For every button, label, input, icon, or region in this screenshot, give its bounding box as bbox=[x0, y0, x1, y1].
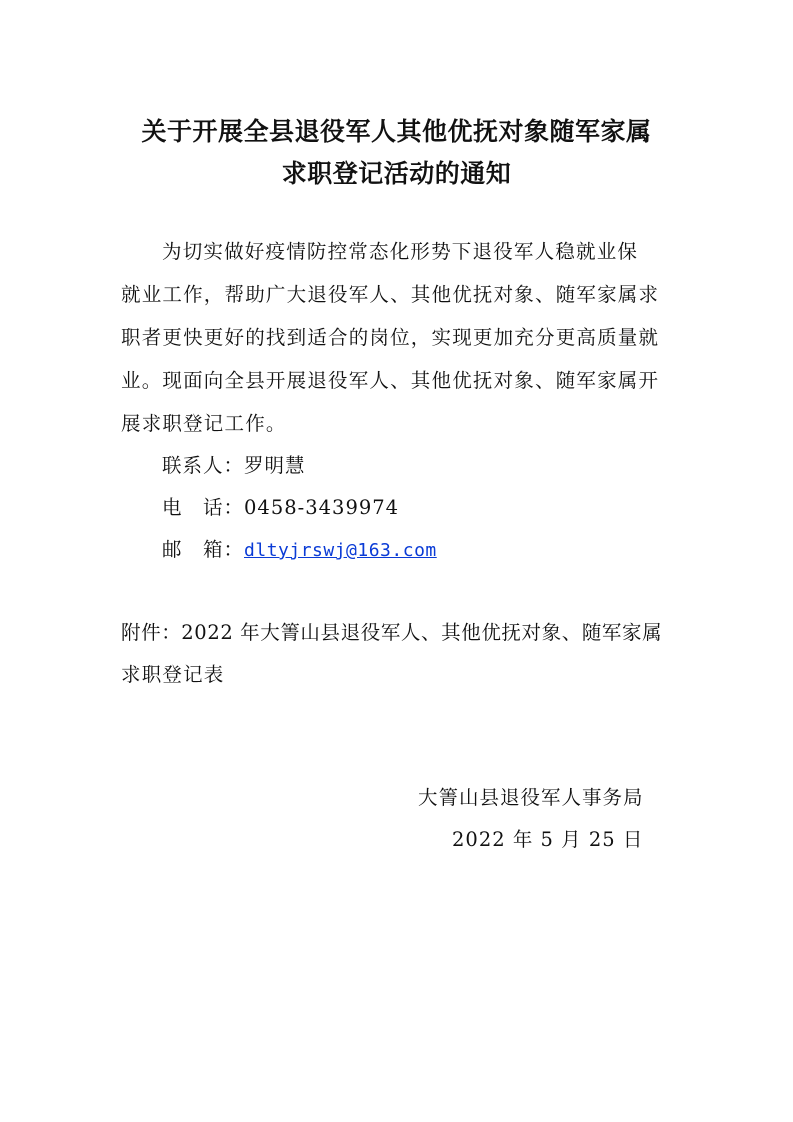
body-paragraph-line: 为切实做好疫情防控常态化形势下退役军人稳就业保 bbox=[162, 240, 639, 263]
contact-email-label: 邮 箱： bbox=[162, 538, 245, 561]
body-paragraph-line: 展求职登记工作。 bbox=[121, 412, 287, 435]
contact-phone-label: 电 话： bbox=[162, 496, 245, 519]
contact-person-label: 联系人： bbox=[162, 454, 245, 477]
body-paragraph-line: 就业工作，帮助广大退役军人、其他优抚对象、随军家属求 bbox=[121, 283, 660, 306]
attachment-line-2: 求职登记表 bbox=[121, 663, 225, 686]
contact-phone-value: 0458-3439974 bbox=[244, 496, 400, 519]
signature-organization: 大箐山县退役军人事务局 bbox=[418, 786, 644, 809]
body-paragraph-line: 业。现面向全县开展退役军人、其他优抚对象、随军家属开 bbox=[121, 369, 660, 392]
contact-person bbox=[162, 450, 306, 478]
contact-email bbox=[162, 534, 437, 562]
title-line-1: 关于开展全县退役军人其他优抚对象随军家属 bbox=[141, 117, 652, 146]
contact-phone bbox=[162, 492, 399, 520]
title-line-2: 求职登记活动的通知 bbox=[281, 159, 512, 188]
contact-person-value: 罗明慧 bbox=[244, 454, 306, 477]
body-paragraph-line: 职者更快更好的找到适合的岗位，实现更加充分更高质量就 bbox=[121, 326, 660, 349]
signature-date: 2022 年 5 月 25 日 bbox=[452, 828, 644, 851]
attachment-line-1: 附件：2022 年大箐山县退役军人、其他优抚对象、随军家属 bbox=[121, 621, 663, 644]
email-link[interactable]: dltyjrswj@163.com bbox=[244, 540, 437, 561]
